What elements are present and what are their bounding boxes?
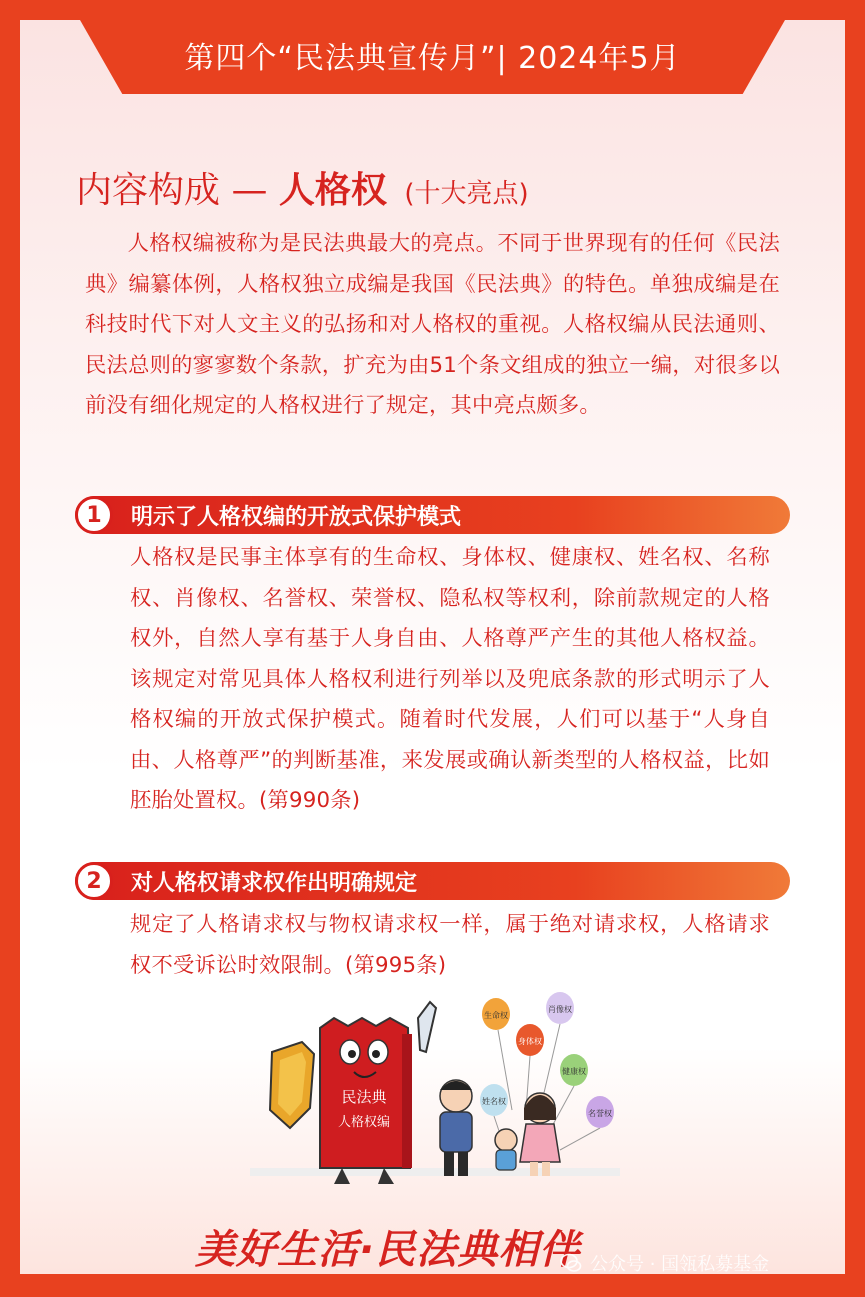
point-2-number-badge: 2 (75, 862, 113, 900)
point-2-body: 规定了人格请求权与物权请求权一样，属于绝对请求权，人格请求权不受诉讼时效限制。(第995条) (130, 912, 770, 978)
balloon-mingyu (560, 1096, 614, 1150)
section-title-suffix: (十大亮点) (404, 179, 529, 209)
point-2-heading: 对人格权请求权作出明确规定 (131, 870, 418, 896)
balloon-label: 姓名权 (482, 1097, 506, 1106)
watermark (560, 1250, 769, 1276)
wechat-icon (560, 1252, 582, 1274)
section-title-prefix: 内容构成 — (76, 170, 268, 211)
book-label-line2: 人格权编 (337, 1115, 391, 1130)
balloon-label: 身体权 (518, 1037, 542, 1046)
book-spine (402, 1034, 412, 1168)
slogan: 美好生活·民法典相伴 (195, 1227, 581, 1273)
book-label-line1: 民法典 (341, 1088, 387, 1106)
point-2-heading-bar (75, 862, 790, 900)
header-title: 第四个“民法典宣传月”| 2024年5月 (184, 41, 681, 76)
child-figure (495, 1129, 517, 1170)
section-title (76, 162, 529, 213)
balloon-label: 名誉权 (588, 1109, 612, 1118)
balloon-xiaoxiang (540, 992, 574, 1110)
section-title-main: 人格权 (278, 170, 387, 211)
ground-shadow (250, 1168, 620, 1176)
watermark-text: 公众号 · 国瓴私募基金 (590, 1254, 770, 1275)
civil-code-illustration (250, 990, 620, 1190)
balloon-label: 生命权 (484, 1011, 508, 1020)
father-figure (440, 1080, 472, 1176)
sword-icon (418, 1002, 436, 1052)
point-1-heading: 明示了人格权编的开放式保护模式 (131, 504, 462, 530)
point-1-number-badge: 1 (75, 496, 113, 534)
point-1-heading-bar (75, 496, 790, 534)
balloon-label: 健康权 (562, 1067, 586, 1076)
mother-figure (520, 1093, 560, 1176)
point-1-body: 人格权是民事主体享有的生命权、身体权、健康权、姓名权、名称权、肖像权、名誉权、荣誉权、隐私权等权利，除前款规定的人格权外，自然人享有基于人身自由、人格尊严产生的其他人格权益。该规定对常见具体人格权利进行列举以及兜底条款的形式明示了人格权编的开放式保护模式。随着时代发展，人们可以基于“人身自由、人格尊严”的判断基准，来发展或确认新类型的人格权益，比如胚胎处置权。(第990条) (130, 545, 770, 813)
intro-paragraph: 人格权编被称为是民法典最大的亮点。不同于世界现有的任何《民法典》编纂体例，人格权独立成编是我国《民法典》的特色。单独成编是在科技时代下对人文主义的弘扬和对人格权的重视。人格权编从民法通则、民法总则的寥寥数个条款，扩充为由51个条文组成的独立一编，对很多以前没有细化规定的人格权进行了规定，其中亮点颇多。 (85, 231, 780, 418)
balloon-label: 肖像权 (548, 1005, 572, 1014)
